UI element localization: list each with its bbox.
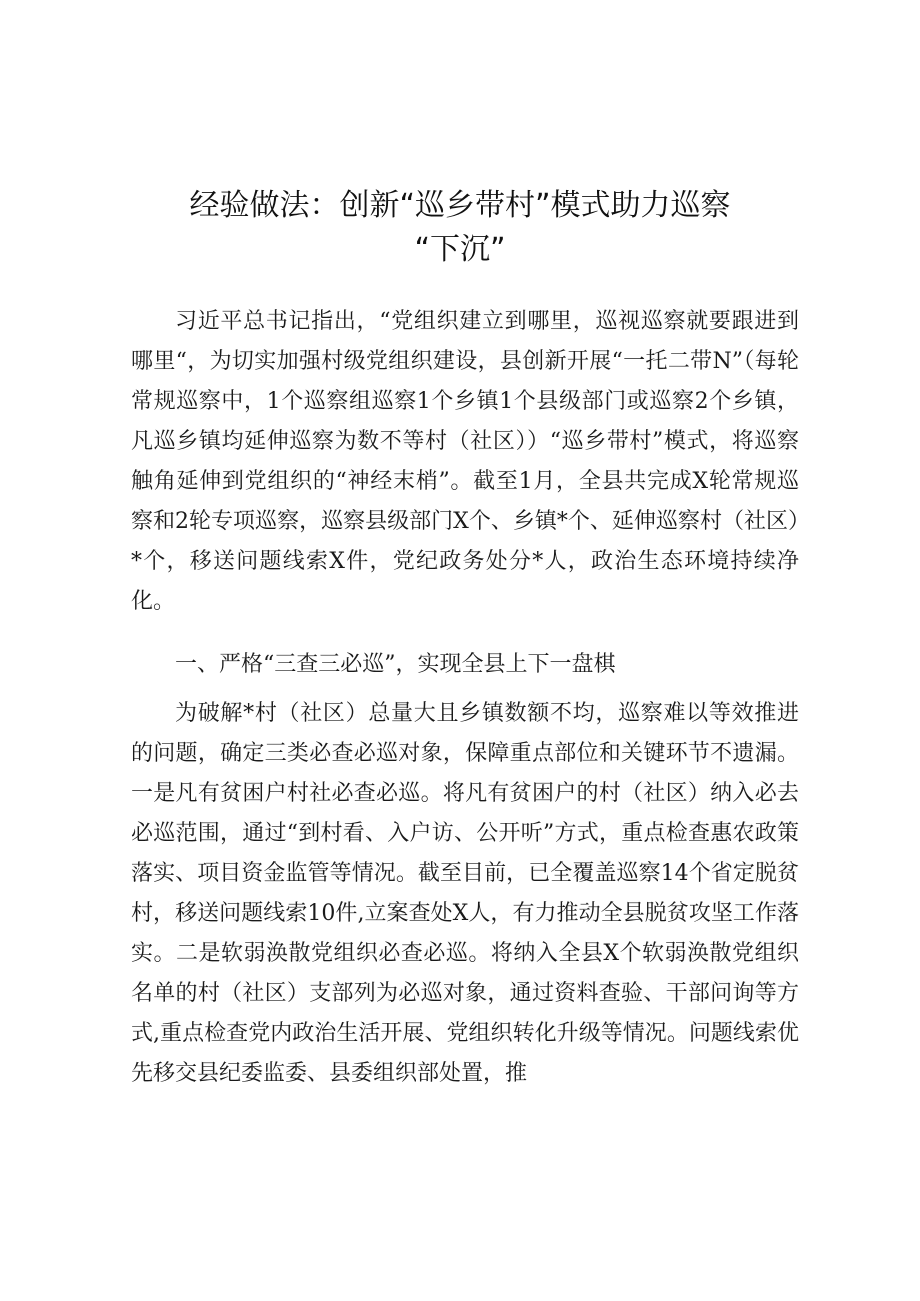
document-title — [140, 184, 780, 272]
section-heading-1: 一、严格“三查三必巡”，实现全县上下一盘棋 — [175, 652, 616, 677]
intro-paragraph: 习近平总书记指出，“党组织建立到哪里，巡视巡察就要跟进到哪里“，为切实加强村级党组织建设，县创新开展“一托二带N”（每轮常规巡察中，1个巡察组巡察1个乡镇1个县级部门或巡察2个乡镇，凡巡乡镇均延伸巡察为数不等村（社区））“巡乡带村”模式，将巡察触角延伸到党组织的“神经末梢”。截至1月，全县共完成X轮常规巡察和2轮专项巡察，巡察县级部门X个、乡镇*个、延伸巡察村（社区）*个，移送问题线索X件，党纪政务处分*人，政治生态环境持续净化。 — [131, 309, 799, 614]
title-line-1: 经验做法：创新“巡乡带村”模式助力巡察 — [189, 188, 731, 223]
section-1-paragraph: 为破解*村（社区）总量大且乡镇数额不均，巡察难以等效推进的问题，确定三类必查必巡对象，保障重点部位和关键环节不遗漏。一是凡有贫困户村社必查必巡。将凡有贫困户的村（社区）纳入必去必巡范围，通过“到村看、入户访、公开听”方式，重点检查惠农政策落实、项目资金监管等情况。截至目前，已全覆盖巡察14个省定脱贫村，移送问题线索10件,立案查处X人，有力推动全县脱贫攻坚工作落实。二是软弱涣散党组织必查必巡。将纳入全县X个软弱涣散党组织名单的村（社区）支部列为必巡对象，通过资料查验、干部问询等方式,重点检查党内政治生活开展、党组织转化升级等情况。问题线索优先移交县纪委监委、县委组织部处置，推 — [131, 701, 799, 1086]
title-line-2: “下沉” — [414, 232, 506, 267]
